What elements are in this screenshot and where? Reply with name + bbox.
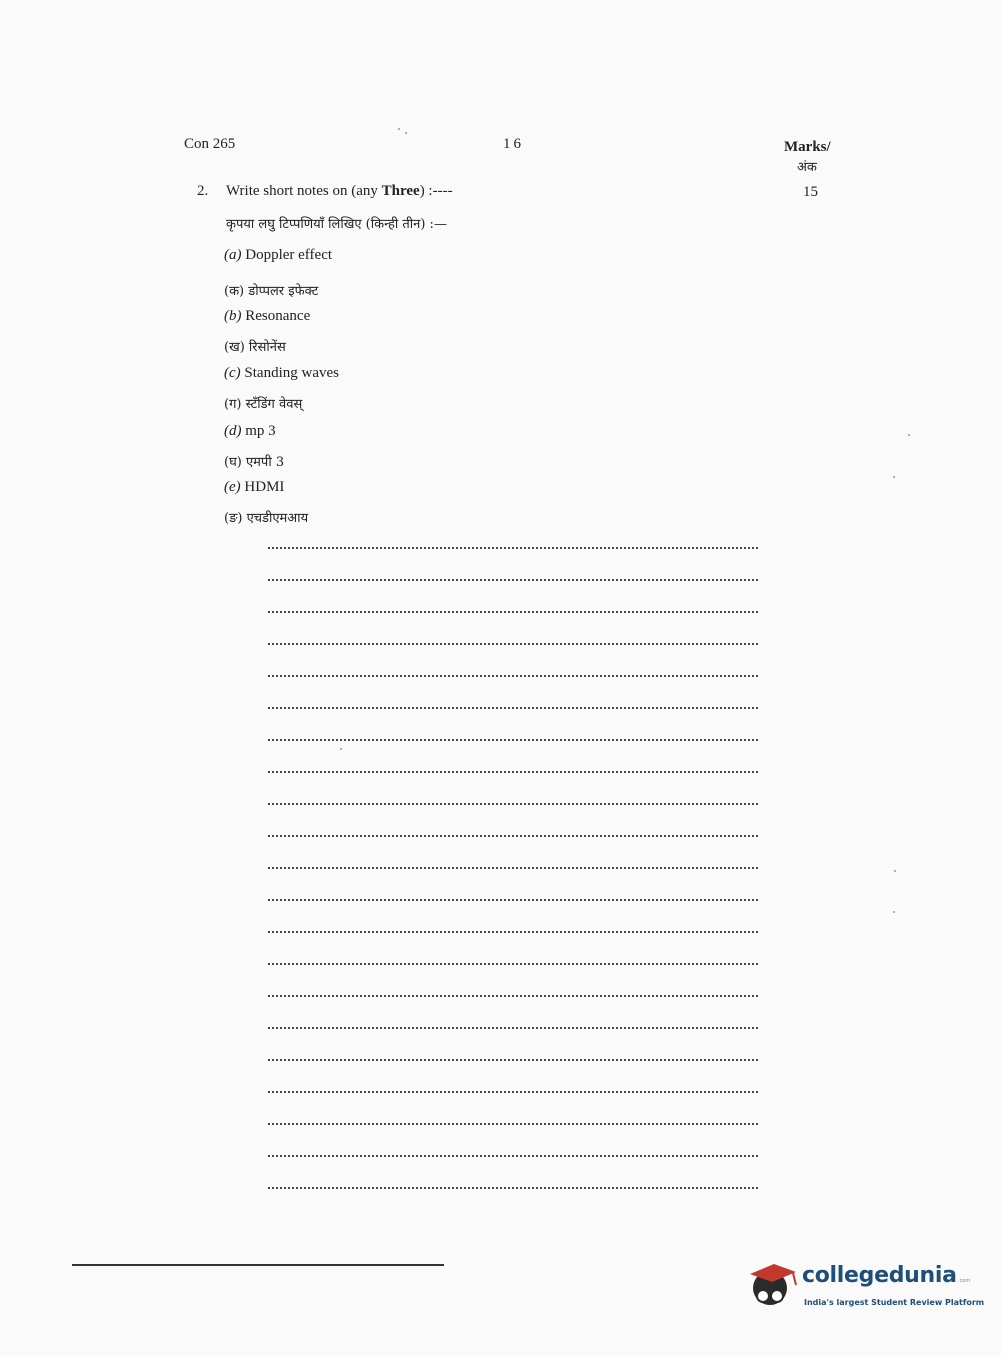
option-text: एमपी 3 (245, 455, 285, 470)
page-number: 16 (503, 136, 524, 152)
answer-line (268, 1059, 758, 1061)
question-text-suffix: ) :---- (419, 183, 453, 199)
option-label: (a) (224, 247, 242, 263)
question-text-hindi: कृपया लघु टिप्पणियाँ लिखिए (किन्ही तीन) :— (226, 217, 447, 232)
answer-line (268, 579, 758, 581)
answer-line (268, 675, 758, 677)
answer-line (268, 1027, 758, 1029)
option-d (224, 423, 276, 440)
bottom-rule (72, 1264, 444, 1266)
scan-speck (908, 434, 910, 436)
option-d-hindi (224, 452, 284, 470)
question-text-prefix: Write short notes on (any (226, 183, 382, 199)
answer-line (268, 611, 758, 613)
question-number: 2. (197, 183, 209, 199)
scan-speck (894, 870, 896, 872)
answer-line (268, 803, 758, 805)
marks-heading-hindi: अंक (797, 160, 817, 175)
option-e (224, 479, 284, 496)
option-text: स्टॅंडिंग वेवस् (245, 397, 303, 412)
answer-line (268, 707, 758, 709)
scan-speck (893, 476, 895, 478)
option-c (224, 365, 339, 382)
option-label: (d) (224, 423, 242, 439)
option-text: Standing waves (244, 365, 339, 381)
scan-speck (398, 128, 400, 130)
brand-name: collegedunia (802, 1263, 957, 1288)
option-label: (क) (224, 284, 245, 299)
option-text: mp 3 (245, 423, 276, 439)
option-e-hindi (224, 508, 308, 526)
option-label: (c) (224, 365, 241, 381)
option-text: डोप्पलर इफेक्ट (248, 284, 319, 299)
answer-line (268, 643, 758, 645)
answer-line (268, 739, 758, 741)
option-label: (घ) (224, 455, 242, 470)
option-b (224, 308, 310, 325)
answer-line (268, 1155, 758, 1157)
option-a (224, 247, 332, 264)
option-text: Doppler effect (245, 247, 333, 263)
brand-tagline: India's largest Student Review Platform (804, 1298, 985, 1307)
answer-line (268, 1123, 758, 1125)
answer-line (268, 1091, 758, 1093)
option-b-hindi (224, 337, 286, 355)
question-text-bold: Three (381, 183, 420, 199)
answer-line (268, 1187, 758, 1189)
paper-code: Con 265 (184, 136, 236, 152)
option-a-hindi (224, 281, 318, 299)
option-text: Resonance (245, 308, 311, 324)
option-text: HDMI (244, 479, 285, 495)
option-text: एचडीएमआय (246, 511, 309, 526)
option-label: (b) (224, 308, 242, 324)
option-text: रिसोनेंस (248, 340, 286, 355)
option-label: (ङ) (224, 511, 243, 526)
answer-line (268, 899, 758, 901)
answer-line (268, 771, 758, 773)
option-label: (e) (224, 479, 241, 495)
answer-line (268, 867, 758, 869)
option-c-hindi (224, 394, 302, 412)
question-marks: 15 (803, 184, 818, 200)
answer-line (268, 835, 758, 837)
brand-suffix: .com (958, 1278, 971, 1284)
scan-speck (405, 132, 407, 134)
scan-speck (340, 748, 342, 750)
scan-speck (893, 911, 895, 913)
marks-heading: Marks/ (784, 139, 831, 155)
answer-line (268, 931, 758, 933)
question-text (226, 183, 453, 200)
answer-line (268, 995, 758, 997)
option-label: (ग) (224, 397, 242, 412)
option-label: (ख) (224, 340, 245, 355)
answer-line (268, 547, 758, 549)
answer-line (268, 963, 758, 965)
